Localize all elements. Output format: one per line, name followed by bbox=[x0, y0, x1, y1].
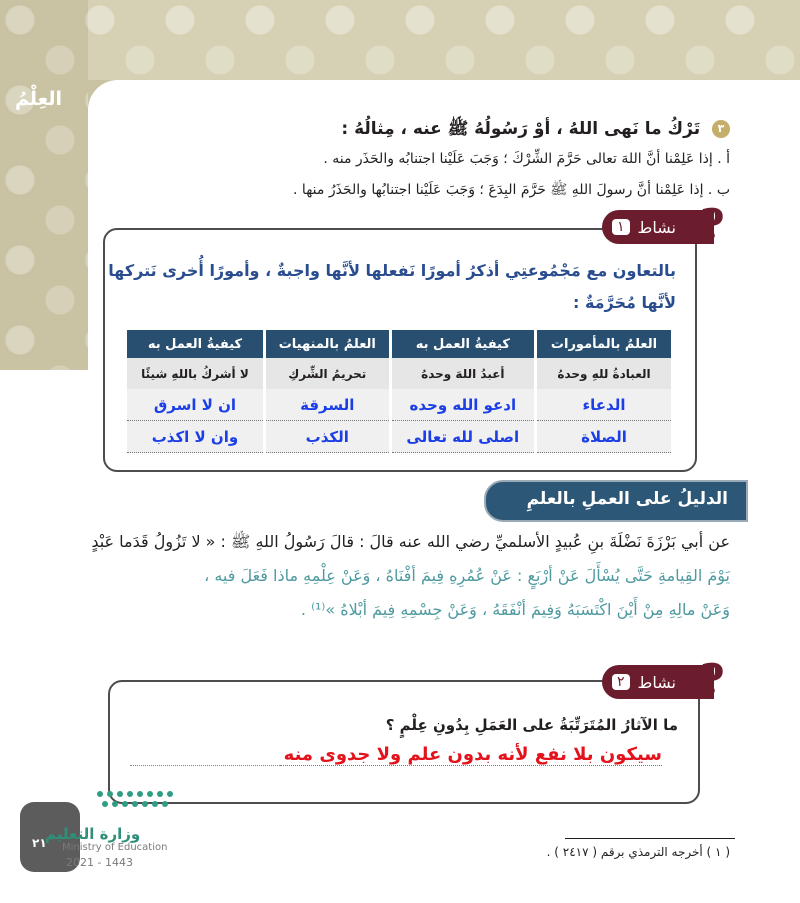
table-header: كيفيةُ العمل به bbox=[127, 330, 263, 358]
answer-cell[interactable]: وان لا اكذب bbox=[127, 421, 263, 453]
table-header: العلمُ بالمنهيات bbox=[266, 330, 389, 358]
table-row bbox=[127, 358, 671, 389]
point-heading-text: تَرْكُ ما نَهى اللهُ ، أوْ رَسُولُهُ ﷺ عنه ، مِثالُهُ : bbox=[341, 119, 701, 139]
table-row bbox=[127, 389, 671, 421]
activity-1-number: ١ bbox=[612, 219, 630, 235]
table-row bbox=[127, 421, 671, 453]
answer-cell[interactable]: ان لا اسرق bbox=[127, 389, 263, 421]
question-mark-icon: ? bbox=[700, 200, 725, 249]
activity-1-instruction-2: لأنَّها مُحَرَّمَةٌ : bbox=[572, 293, 676, 312]
evidence-title: الدليلُ على العملِ بالعلمِ bbox=[526, 489, 728, 509]
answer-cell[interactable]: السرقة bbox=[266, 389, 389, 421]
table-cell: أعبدُ اللهَ وحدهُ bbox=[392, 358, 534, 389]
edition-year: 2021 - 1443 bbox=[66, 856, 133, 869]
point-number: ٣ bbox=[712, 120, 730, 138]
answer-cell[interactable]: الصلاة bbox=[537, 421, 671, 453]
corner-round bbox=[88, 80, 148, 140]
activity-2-question: ما الآثارُ المُتَرَتِّبَةُ على العَمَلِ بِدُونِ عِلْمٍ ؟ bbox=[385, 716, 678, 734]
table-header: كيفيةُ العمل به bbox=[392, 330, 534, 358]
answer-cell[interactable]: الدعاء bbox=[537, 389, 671, 421]
work-table bbox=[124, 330, 674, 453]
activity-2-tab bbox=[602, 665, 714, 699]
activity-2-label: نشاط bbox=[637, 672, 676, 692]
side-decorative-band bbox=[0, 0, 88, 370]
section-title: العِلْمُ bbox=[14, 88, 62, 110]
point-heading bbox=[341, 118, 730, 143]
activity-1-tab bbox=[602, 210, 714, 244]
answer-cell[interactable]: اصلى لله تعالى bbox=[392, 421, 534, 453]
footnote: ( ١ ) أخرجه الترمذي برقم ( ٢٤١٧ ) . bbox=[546, 845, 730, 859]
hadith-line-3: وَعَنْ مالِهِ مِنْ أَيْنَ اكْتَسَبَهُ وَفِيمَ أنْفَقَهُ ، وَعَنْ جِسْمِهِ فِيمَ أبْلاهُ »⁽¹⁾ . bbox=[300, 600, 730, 619]
ministry-name-en: Ministry of Education bbox=[62, 842, 168, 853]
hadith-line-2: يَوْمَ القِيامةِ حَتَّى يُسْأَلَ عَنْ أرْبَعٍ : عَنْ عُمُرِهِ فِيمَ أفْنَاهُ ، وَعَنْ عِلْمِهِ ماذا فَعَلَ فيه ، bbox=[204, 566, 730, 585]
page-number: ٢١ bbox=[32, 836, 47, 850]
point-item-b: ب . إذا عَلِمْنا أنَّ رسولَ اللهِ ﷺ حَرَّمَ البِدَعَ ؛ وَجَبَ عَلَيْنا اجتنابُها والحَذَرُ منها . bbox=[293, 182, 730, 198]
activity-2-answer[interactable]: سيكون بلا نفع لأنه بدون علم ولا جدوى منه bbox=[280, 744, 662, 766]
table-cell: تحريمُ الشِّركِ bbox=[266, 358, 389, 389]
table-cell: العبادةُ للهِ وحدهُ bbox=[537, 358, 671, 389]
activity-2-number: ٢ bbox=[612, 674, 630, 690]
table-cell: لا أشركُ باللهِ شيئًا bbox=[127, 358, 263, 389]
activity-2-box bbox=[108, 680, 700, 804]
table-header: العلمُ بالمأمورات bbox=[537, 330, 671, 358]
answer-cell[interactable]: الكذب bbox=[266, 421, 389, 453]
top-decorative-band bbox=[0, 0, 800, 80]
question-mark-icon: ? bbox=[700, 655, 725, 704]
answer-cell[interactable]: ادعو الله وحده bbox=[392, 389, 534, 421]
hadith-line-1 bbox=[91, 532, 730, 555]
activity-1-label: نشاط bbox=[637, 217, 676, 237]
activity-1-instruction-1: بالتعاون مع مَجْمُوعتِي أذكرُ أمورًا نَفعلها لأنَّها واجبةٌ ، وأمورًا أُخرى نَتركها bbox=[108, 261, 676, 280]
point-item-a: أ . إذا عَلِمْنا أنَّ اللهَ تعالى حَرَّمَ الشِّرْكَ ؛ وَجَبَ عَلَيْنا اجتنابُه والحَذَر منه . bbox=[323, 151, 730, 167]
hadith-text-1: عن أبي بَرْزَةَ نَضْلَةَ بنِ عُبيدٍ الأسلميِّ رضي الله عنه قالَ : قالَ رَسُولُ اللهِ ﷺ : « لا تَزُولُ قَدَما عَبْدٍ bbox=[91, 532, 730, 551]
footnote-divider bbox=[565, 838, 735, 839]
ministry-name-ar: وزارة التعليم bbox=[45, 825, 141, 843]
